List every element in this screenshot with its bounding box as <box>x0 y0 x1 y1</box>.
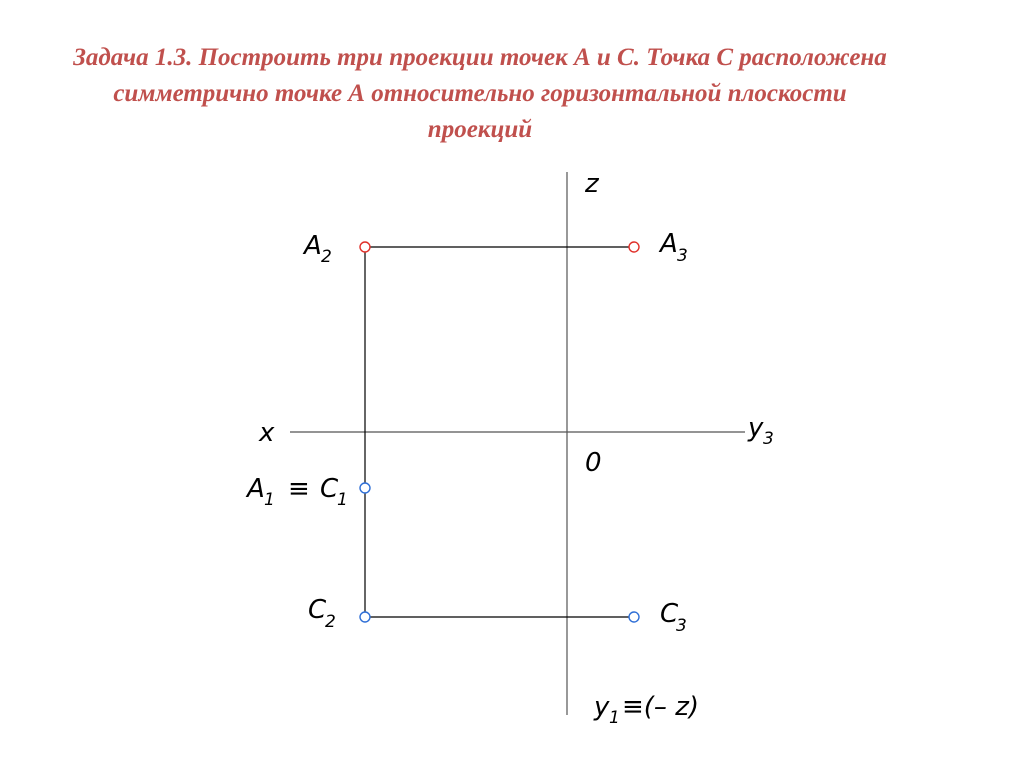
a1-subscript: 1 <box>264 490 275 510</box>
c2-subscript: 2 <box>325 612 336 632</box>
title-line-1: Задача 1.3. Построить три проекции точек А и С. Точка С расположена <box>73 44 887 71</box>
title-line-3: проекций <box>427 116 533 143</box>
y3-axis-label: y <box>748 413 764 443</box>
y1-axis-subscript: 1 <box>609 708 620 728</box>
point-c2 <box>360 612 370 622</box>
title-line-2: симметрично точке А относительно горизонтальной плоскости <box>113 80 847 107</box>
point-a1-c1 <box>360 483 370 493</box>
y3-axis-subscript: 3 <box>763 429 774 449</box>
c3-subscript: 3 <box>676 616 687 636</box>
c2-label: C <box>308 595 327 625</box>
a2-subscript: 2 <box>321 247 332 267</box>
z-axis-label: z <box>585 169 599 199</box>
point-a2 <box>360 242 370 252</box>
point-c3 <box>629 612 639 622</box>
coincidence-sign: ≡ <box>288 474 310 504</box>
a3-subscript: 3 <box>677 246 688 266</box>
point-a3 <box>629 242 639 252</box>
a1-label: A <box>247 474 265 504</box>
y1-axis-note: ≡(– z) <box>622 692 699 722</box>
origin-label: 0 <box>585 448 602 478</box>
x-axis-label: x <box>259 418 275 448</box>
c1-subscript: 1 <box>337 490 348 510</box>
a3-label: A <box>660 229 678 259</box>
a2-label: A <box>304 231 322 261</box>
c1-label: C <box>320 474 339 504</box>
y1-axis-label: y <box>594 692 610 722</box>
c3-label: C <box>660 599 679 629</box>
